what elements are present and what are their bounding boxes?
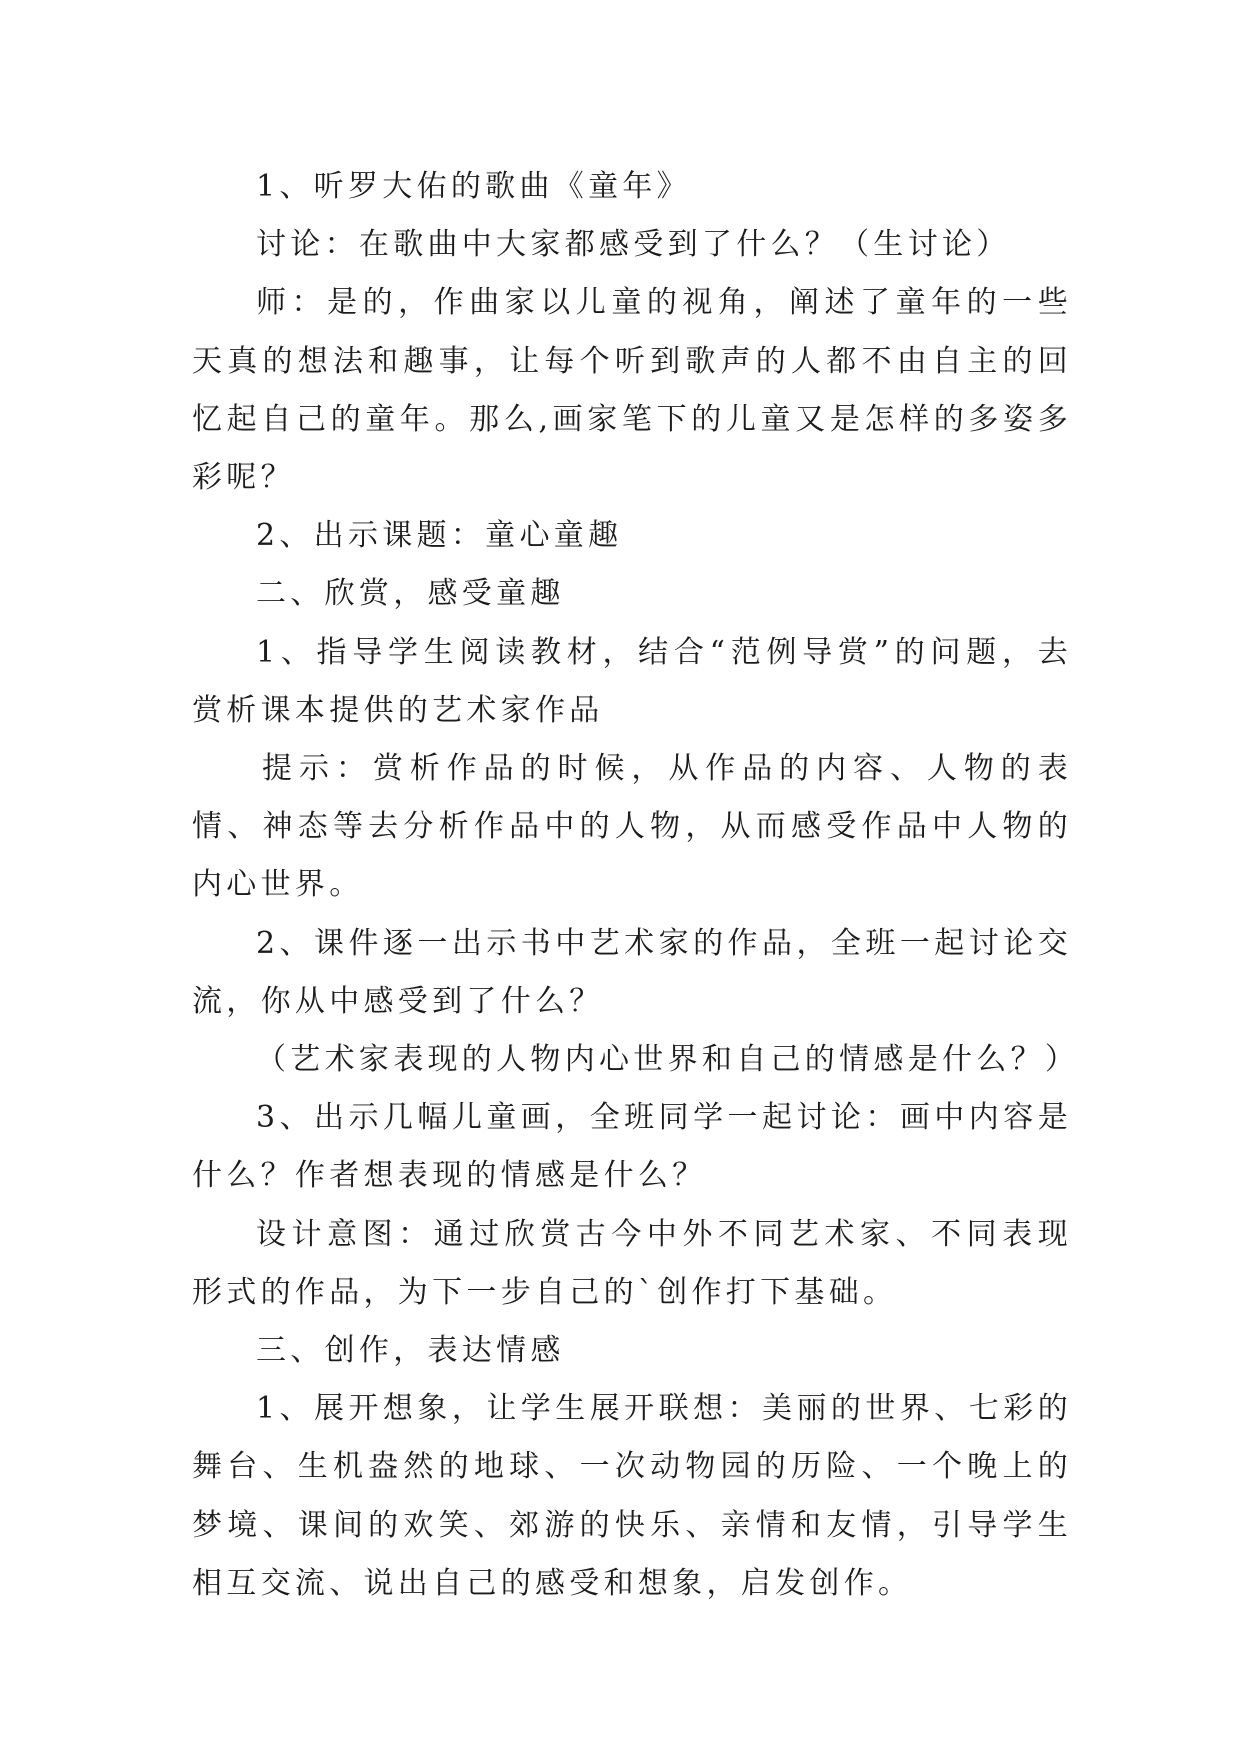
paragraph-teacher-remark: 师：是的，作曲家以儿童的视角，阐述了童年的一些天真的想法和趣事，让每个听到歌声的人都不由自主的回忆起自己的童年。那么,画家笔下的儿童又是怎样的多姿多彩呢？: [192, 285, 1072, 496]
paragraph-question-note: （艺术家表现的人物内心世界和自己的情感是什么？）: [256, 1042, 1080, 1078]
paragraph-courseware: 2、课件逐一出示书中艺术家的作品，全班一起讨论交流，你从中感受到了什么？: [192, 925, 1072, 1019]
paragraph-song-listening: 1、听罗大佑的歌曲《童年》: [256, 169, 691, 204]
document-body: [192, 158, 1080, 1613]
paragraph-discussion: 讨论：在歌曲中大家都感受到了什么？（生讨论）: [256, 227, 1011, 263]
paragraph-imagination: 1、展开想象，让学生展开联想：美丽的世界、七彩的舞台、生机盎然的地球、一次动物园的历险、一个晚上的梦境、课间的欢笑、郊游的快乐、亲情和友情，引导学生相互交流、说出自己的感受和想象，启发创作。: [192, 1391, 1072, 1601]
section-heading-creation: 三、创作，表达情感: [256, 1333, 565, 1369]
paragraph-show-topic: 2、出示课题：童心童趣: [256, 518, 623, 554]
paragraph-guide-reading: 1、指导学生阅读教材，结合“范例导赏”的问题，去赏析课本提供的艺术家作品: [192, 634, 1072, 728]
section-heading-appreciation: 二、欣赏，感受童趣: [256, 576, 565, 612]
paragraph-hint: 提示：赏析作品的时候，从作品的内容、人物的表情、神态等去分析作品中的人物，从而感受作品中人物的内心世界。: [192, 751, 1072, 903]
paragraph-design-intent: 设计意图：通过欣赏古今中外不同艺术家、不同表现形式的作品，为下一步自己的`创作打下基础。: [192, 1216, 1072, 1310]
paragraph-children-drawings: 3、出示几幅儿童画，全班同学一起讨论：画中内容是什么？作者想表现的情感是什么？: [192, 1100, 1072, 1194]
